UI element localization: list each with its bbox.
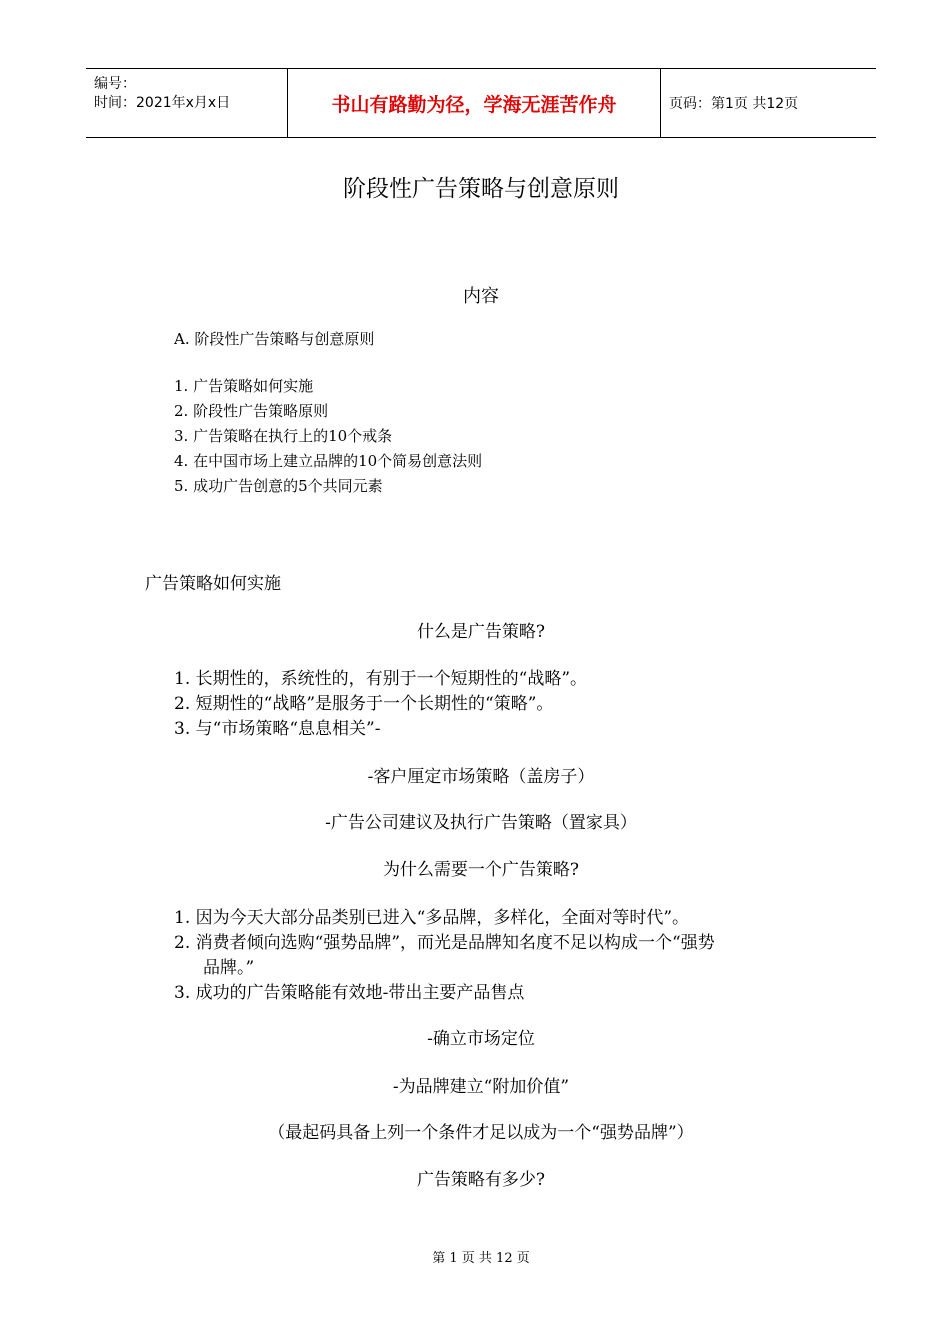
header-motto: 书山有路勤为径，学海无涯苦作舟 — [288, 69, 661, 137]
page-label: 页码：第1页 共12页 — [669, 96, 799, 112]
sub-point: -客户厘定市场策略（盖房子） — [367, 767, 595, 787]
question-heading: 什么是广告策略? — [416, 622, 546, 642]
list-item: 1. 因为今天大部分品类别已进入“多品牌，多样化，全面对等时代”。 — [174, 908, 690, 928]
number-label: 编号： — [94, 76, 136, 92]
list-item: 3. 与“市场策略“息息相关”- — [174, 719, 381, 739]
toc-item: 4. 在中国市场上建立品牌的10个简易创意法则 — [174, 452, 483, 470]
toc-item: 3. 广告策略在执行上的10个戒条 — [174, 427, 393, 445]
toc-item: 1. 广告策略如何实施 — [174, 377, 314, 395]
note-text: （最起码具备上列一个条件才足以成为一个“强势品牌”） — [268, 1123, 694, 1143]
document-header — [86, 68, 876, 138]
list-item-continuation: 品牌。” — [203, 958, 255, 978]
sub-point: -确立市场定位 — [427, 1029, 535, 1049]
document-title: 阶段性广告策略与创意原则 — [343, 176, 619, 202]
time-label: 时间：2021年x月x日 — [94, 95, 231, 111]
list-item: 2. 消费者倾向选购“强势品牌”，而光是品牌知名度不足以构成一个“强势 — [174, 933, 715, 953]
header-page-cell — [661, 69, 876, 137]
question-heading: 为什么需要一个广告策略? — [382, 860, 580, 880]
toc-item: 5. 成功广告创意的5个共同元素 — [174, 477, 383, 495]
sub-point: -为品牌建立“附加价值” — [392, 1077, 570, 1097]
contents-heading: 内容 — [463, 286, 499, 307]
list-item: 3. 成功的广告策略能有效地-带出主要产品售点 — [174, 983, 525, 1003]
toc-item: 2. 阶段性广告策略原则 — [174, 402, 329, 420]
section-a: A. 阶段性广告策略与创意原则 — [174, 330, 375, 348]
sub-point: -广告公司建议及执行广告策略（置家具） — [325, 813, 637, 833]
list-item: 1. 长期性的，系统性的，有别于一个短期性的“战略”。 — [174, 669, 588, 689]
header-meta-cell — [86, 69, 288, 137]
page-footer: 第 1 页 共 12 页 — [432, 1251, 530, 1266]
section-heading: 广告策略如何实施 — [145, 574, 281, 594]
list-item: 2. 短期性的“战略”是服务于一个长期性的“策略”。 — [174, 694, 554, 714]
question-heading: 广告策略有多少? — [416, 1170, 546, 1190]
